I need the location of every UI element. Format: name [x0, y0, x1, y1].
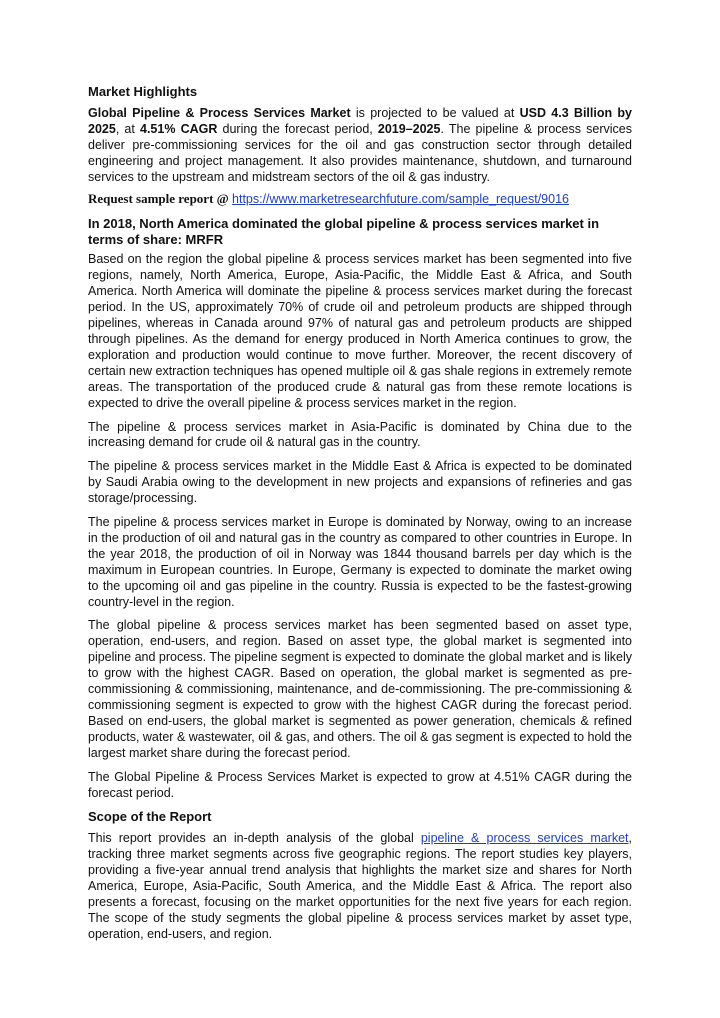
document-page: [88, 84, 632, 943]
forecast-period: 2019–2025: [377, 121, 441, 136]
north-america-heading: In 2018, North America dominated the global pipeline & process services market in terms of share: MRFR: [88, 216, 600, 248]
middle-east-africa-paragraph: The pipeline & process services market in the Middle East & Africa is expected to be dominated by Saudi Arabia owing to the development in new projects and expansions of refineries and gas storage/processing.: [88, 459, 632, 506]
market-highlights-heading: Market Highlights: [88, 84, 198, 99]
highlights-paragraph: Global Pipeline & Process Services Market is projected to be valued at USD 4.3 Billion by 2025, at 4.51% CAGR during the forecast period, 2019–2025. The pipeline & process services deliver pre-commissioning services for the oil and gas construction sector through detailed engineering and project management. It also provides maintenance, shutdown, and turnaround services to the upstream and midstream sectors of the oil & gas industry.: [88, 106, 632, 184]
region-paragraph: Based on the region the global pipeline & process services market has been segmented into five regions, namely, North America, Europe, Asia-Pacific, the Middle East & Africa, and South America. North America will dominate the pipeline & process services market during the forecast period. In the US, approximately 70% of crude oil and petroleum products are shipped through pipelines, whereas in Canada around 97% of natural gas and petroleum products are shipped through pipelines. As the demand for energy produced in North America continues to grow, the exploration and production would continue to move further. Moreover, the recent discovery of certain new extraction techniques has opened multiple oil & gas shale regions in extremely remote areas. The transportation of the produced crude & natural gas from these remote locations is expected to drive the overall pipeline & process services market in the region.: [88, 252, 632, 410]
scope-heading: Scope of the Report: [88, 809, 212, 825]
market-name: Global Pipeline & Process Services Market: [88, 106, 351, 120]
growth-paragraph: The Global Pipeline & Process Services Market is expected to grow at 4.51% CAGR during the forecast period.: [88, 769, 632, 800]
market-report-link[interactable]: pipeline & process services market: [420, 831, 629, 846]
request-sample-link[interactable]: https://www.marketresearchfuture.com/sample_request/9016: [232, 191, 569, 206]
cagr-value: 4.51% CAGR: [140, 121, 218, 136]
europe-paragraph: The pipeline & process services market in Europe is dominated by Norway, owing to an increase in the production of oil and natural gas in the country as compared to other countries in Europe. In the year 2018, the production of oil in Norway was 1844 thousand barrels per day which is the maximum in European countries. In Europe, Germany is expected to dominate the market owing to the upcoming oil and gas pipeline in the country. Russia is expected to be the fastest-growing country-level in the region.: [88, 515, 632, 609]
market-value: USD 4.3 Billion by 2025: [88, 106, 632, 136]
request-sample-line: [88, 191, 632, 208]
scope-paragraph: This report provides an in-depth analysis of the global pipeline & process services market, tracking three market segments across five geographic regions. The report studies key players, providing a five-year annual trend analysis that highlights the market size and shares for North America, Europe, Asia-Pacific, South America, and the Middle East & Africa. The report also presents a forecast, focusing on the market opportunities for the next five years for each region. The scope of the study segments the global pipeline & process services market by asset type, operation, end-users, and region.: [88, 831, 633, 941]
request-sample-label: Request sample report @: [88, 190, 233, 206]
segmentation-paragraph: The global pipeline & process services market has been segmented based on asset type, operation, end-users, and region. Based on asset type, the global market is segmented into pipeline and process. The pipeline segment is expected to dominate the global market and is likely to grow with the highest CAGR. Based on operation, the global market is segmented as pre-commissioning & commissioning, maintenance, and de-commissioning. The pre-commissioning & commissioning segment is expected to grow with the highest CAGR during the forecast period. Based on end-users, the global market is segmented as power generation, chemicals & refined products, water & wastewater, oil & gas, and others. The oil & gas segment is expected to hold the largest market share during the forecast period.: [88, 618, 632, 760]
asia-pacific-paragraph: The pipeline & process services market in Asia-Pacific is dominated by China due to the increasing demand for crude oil & natural gas in the country.: [88, 419, 632, 450]
